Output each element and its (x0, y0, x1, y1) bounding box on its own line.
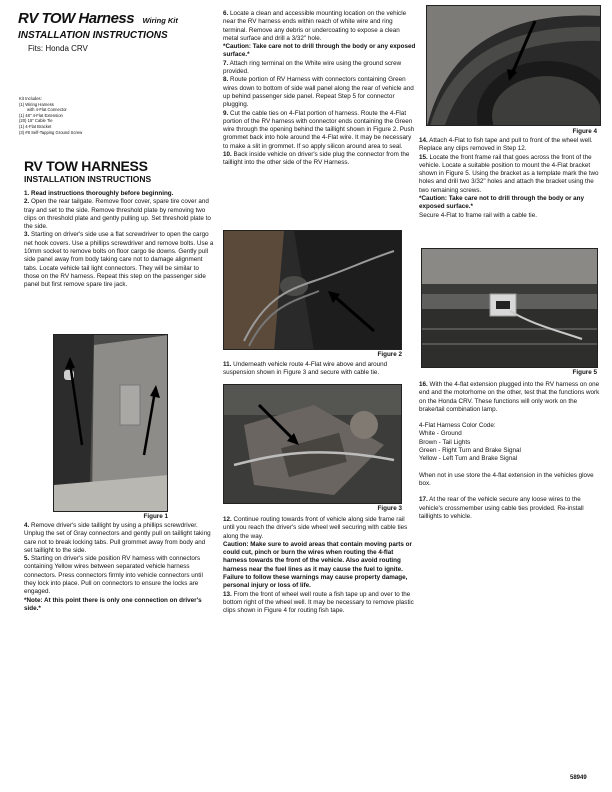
step-10 (223, 151, 416, 168)
title-suffix: Wiring Kit (142, 16, 178, 25)
step-num: 5. (24, 555, 30, 563)
column-1-text (24, 190, 214, 290)
step-1 (24, 190, 214, 198)
step-num: 4. (24, 522, 30, 529)
step-num: 15. (419, 153, 428, 161)
color-code-item: Yellow - Left Turn and Brake Signal (419, 455, 518, 463)
kit-item: with 4-Flat Connector (27, 107, 67, 113)
step-text: Starting on driver's side position RV harness with connectors containing Yellow wires between separated vehicle harness connectors. Press connectors firmly into vehicle connectors until they lock into place. Pull on connectors to ensure the locks are engaged. (24, 555, 203, 596)
step-9 (223, 110, 416, 151)
step-text: Route portion of RV Harness with connectors containing Green wires down to bottom of side wall panel along the rear of vehicle and up behind passenger side panel. Repeat Step 5 for connector plugging. (223, 76, 414, 109)
step-15-secure: Secure 4-Flat to frame rail with a cable tie. (419, 211, 537, 219)
figure-5-image (422, 249, 598, 368)
step-text: Read instructions thoroughly before beginning. (31, 190, 174, 197)
step-num: 12. (223, 516, 232, 523)
figure-1-caption: Figure 1 (143, 513, 168, 520)
figure-4-photo (426, 5, 601, 126)
step-5-note: *Note: At this point there is only one connection on driver's side.* (24, 596, 202, 612)
title-text: RV TOW Harness (18, 10, 135, 27)
step-text: Starting on driver's side use a flat screwdriver to open the cargo net hook covers. Use a phillips screwdriver and remove bolts. Use a 10mm socket to remove bolts on floor cargo tie downs. Gently pull side panel away from body taking care not to damage alignment tabs. Locate vehicle tail light connectors. They will be similar to those on the RV harness. Repeat this step on the passenger side panel but first remove spare tire jack. (24, 231, 214, 289)
figure-1-photo (53, 334, 168, 512)
step-12-failure: Failure to follow these warnings may cause property damage, personal injury or loss of life. (223, 574, 408, 590)
column-2-text (223, 10, 416, 168)
kit-heading: Kit Includes: (19, 96, 42, 101)
section-heading (24, 158, 214, 184)
kit-item: (20) 15" Cable Tie (19, 118, 53, 124)
color-code-item: Green - Right Turn and Brake Signal (419, 447, 521, 455)
step-12-caution: Caution: Make sure to avoid areas that contain moving parts or could cut, pinch or burn the wires when routing the 4-flat harness towards the front of the vehicle. Also avoid routing harness near the fuel lines as it may cause the fuel to ignite. (223, 540, 412, 573)
step-text: Attach 4-Flat to fish tape and pull to front of the wheel well. Replace any clips removed in Step 12. (419, 137, 593, 153)
figure-3-image (224, 385, 402, 504)
step-15 (419, 154, 604, 195)
kit-item: (1) 48" 4-Flat Extension (19, 112, 63, 118)
storage-note: When not in use store the 4-flat extension in the vehicles glove box. (419, 471, 594, 487)
color-code-item: White - Ground (419, 430, 462, 438)
header (18, 10, 218, 53)
color-code-heading: 4-Flat Harness Color Code: (419, 422, 496, 430)
figure-3-photo (223, 384, 402, 504)
step-text: Back inside vehicle on driver's side plug the connector from the taillight into the other side of the RV Harness. (223, 151, 410, 167)
step-text: Open the rear tailgate. Remove floor cover, spare tire cover and tray and set to the side. Remove threshold plate by removing two clips on threshold plate and gently pulling up. Set threshold plate to the side. (24, 198, 211, 231)
doc-subtitle: INSTALLATION INSTRUCTIONS (18, 30, 168, 41)
column-3-text (419, 137, 604, 220)
step-num: 11. (223, 361, 232, 368)
step-text: Underneath vehicle route 4-Flat wire above and around suspension shown in Figure 3 and secure with cable tie. (223, 361, 388, 377)
step-num: 17. (419, 496, 428, 504)
column-2-lower-text (223, 516, 416, 616)
step-text: Locate the front frame rail that goes across the front of the vehicle. Locate a suitable position to mount the 4-Flat bracket shown in Figure 5. Using the bracket as a template mark the two holes and drill two 3/32" holes and attach the bracket using the two remaining screws. (419, 153, 599, 194)
color-code-item: Brown - Tail Lights (419, 438, 471, 446)
step-text: Cut the cable ties on 4-Flat portion of harness. Route the 4-Flat portion of the RV harness with connector ends containing the Green wire through the opening behind the taillight shown in Figure 2. Push grommet back into hole around the 4-Flat wire. It may be necessary to make a slit in grommet. If so apply silicon around area to seal. (223, 109, 415, 150)
step-num: 6. (223, 10, 229, 17)
step-text: Locate a clean and accessible mounting location on the vehicle near the RV harness ends within reach of white wire and ring terminal. Remove any debris or undercoating to expose a clean metal surface and drill a 3/32" hole. (223, 10, 407, 42)
step-text: At the rear of the vehicle secure any loose wires to the vehicle's crossmember using cable ties provided. Re-install taillights to vehicle. (419, 496, 584, 520)
column-1-lower-text (24, 522, 214, 613)
step-5 (24, 555, 214, 596)
step-13 (223, 591, 416, 616)
step-num: 14. (419, 137, 428, 144)
figure-2-image (224, 231, 402, 350)
step-num: 1. (24, 190, 30, 197)
figure-3-caption: Figure 3 (377, 505, 402, 512)
step-2 (24, 198, 214, 231)
step-4 (24, 522, 214, 555)
fits-label: Fits: Honda CRV (28, 44, 88, 53)
step-12 (223, 516, 416, 541)
step-16 (419, 381, 604, 414)
step-6 (223, 10, 416, 43)
step-num: 8. (223, 76, 229, 84)
section-subtitle: INSTALLATION INSTRUCTIONS (24, 174, 152, 184)
figure-4-caption: Figure 4 (572, 128, 597, 135)
step-7 (223, 60, 416, 77)
step-text: From the front of wheel well route a fish tape up and over to the bottom right of the wheel well. It may be necessary to remove plastic clips shown in Figure 4 for routing fish tape. (223, 590, 414, 615)
step-num: 3. (24, 231, 30, 239)
step-text: With the 4-flat extension plugged into the RV harness on one end and the motorhome on the other, test that the functions work on the Honda CRV. These functions will only work on the brake/tail combination lamp. (419, 381, 600, 413)
figure-4-image (427, 6, 601, 126)
step-17 (419, 496, 604, 521)
figure-5-caption: Figure 5 (572, 369, 597, 376)
kit-includes (19, 96, 139, 135)
step-8 (223, 76, 416, 109)
step-num: 10. (223, 151, 232, 159)
step-num: 2. (24, 198, 30, 206)
step-text: Continue routing towards front of vehicle along side frame rail until you reach the driver's side wheel well securing with cable ties along the way. (223, 516, 408, 540)
column-3-lower-text (419, 381, 604, 521)
step-num: 7. (223, 59, 229, 67)
step-11 (223, 361, 416, 378)
kit-item: (3) #8 Self-Tapping Ground Screw (19, 129, 83, 135)
kit-item: (1) 4-Flat Bracket (19, 123, 52, 129)
figure-5-photo (421, 248, 598, 368)
step-num: 9. (223, 109, 229, 117)
doc-title (18, 10, 218, 28)
kit-item: (1) Wiring Harness (19, 101, 54, 107)
figure-2-photo (223, 230, 402, 350)
step-num: 13. (223, 590, 232, 598)
column-2-mid-text (223, 361, 416, 378)
step-text: Remove driver's side taillight by using a phillips screwdriver. Unplug the set of Gray connectors and gently pull on taillight taking care not to break locking tabs. Pull grommet away from body and set taillight to the side. (24, 522, 211, 554)
step-15-caution: *Caution: Take care not to drill through the body or any exposed surface.* (419, 195, 585, 211)
section-title: RV TOW HARNESS (24, 158, 148, 174)
step-num: 16. (419, 381, 428, 388)
figure-1-image (54, 335, 168, 512)
step-6-caution: *Caution: Take care not to drill through the body or any exposed surface.* (223, 43, 416, 59)
figure-2-caption: Figure 2 (377, 351, 402, 358)
step-text: Attach ring terminal on the White wire using the ground screw provided. (223, 59, 402, 76)
step-3 (24, 231, 214, 289)
step-14 (419, 137, 604, 154)
part-number: 58949 (570, 775, 587, 781)
